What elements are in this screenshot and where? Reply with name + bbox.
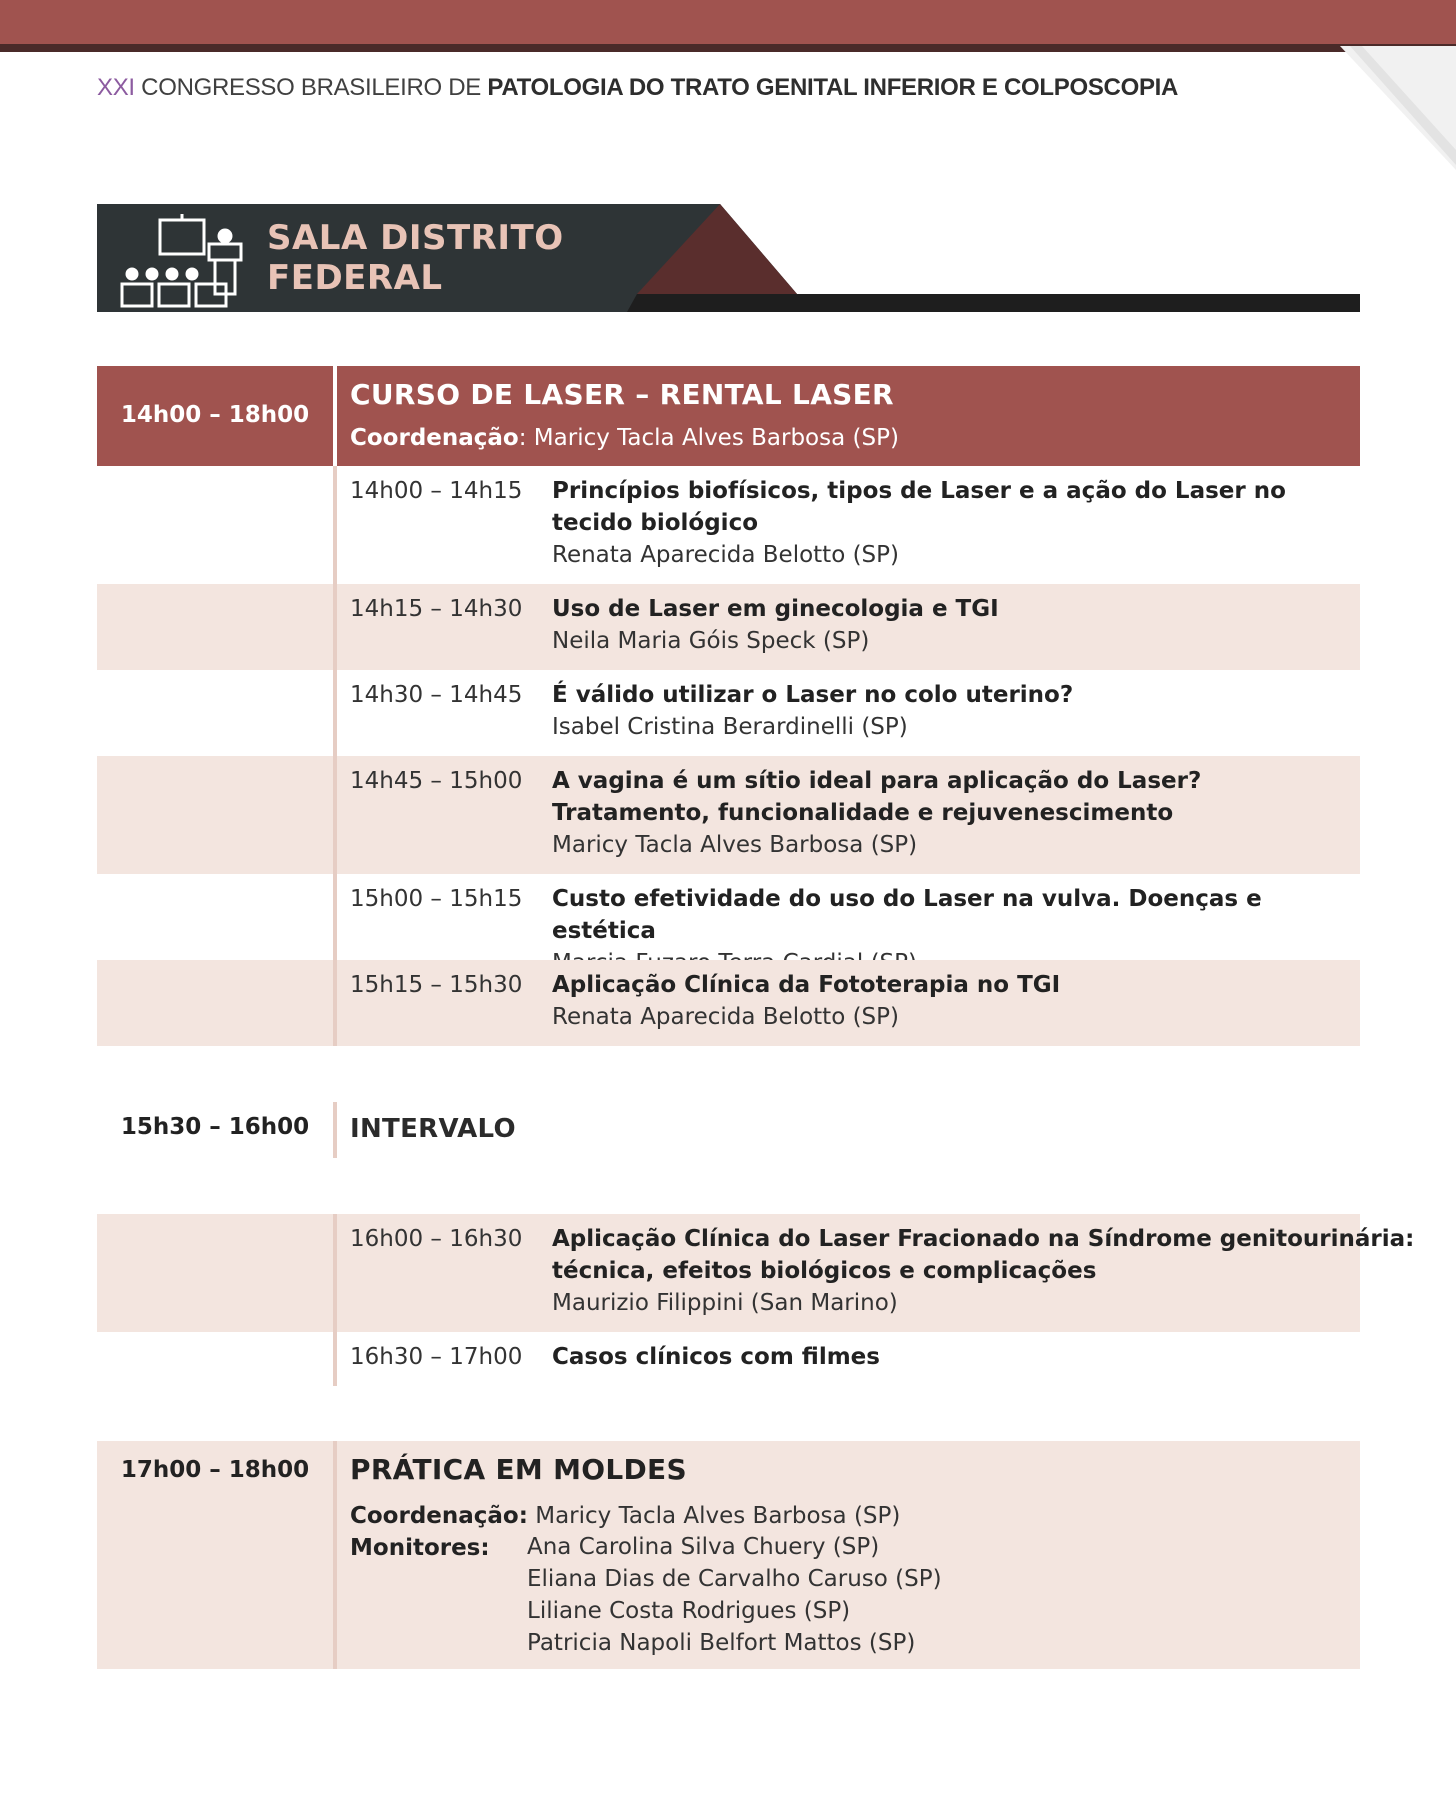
talk-time: 15h00 – 15h15 (350, 886, 523, 912)
talk-title: A vagina é um sítio ideal para aplicação do Laser? Tratamento, funcionalidade e rejuvenescimento (552, 768, 1202, 826)
talk-speaker: Renata Aparecida Belotto (SP) (552, 1004, 899, 1030)
column-divider (333, 874, 337, 960)
practice-coordination (350, 1503, 900, 1529)
monitors-label: Monitores: (350, 1535, 490, 1561)
practice-coord-name: Maricy Tacla Alves Barbosa (SP) (527, 1503, 901, 1529)
break-label: INTERVALO (350, 1114, 516, 1144)
column-divider (333, 1332, 337, 1386)
top-bar (0, 0, 1456, 46)
coord-name: : Maricy Tacla Alves Barbosa (SP) (518, 425, 899, 451)
practice-coord-label: Coordenação: (350, 1503, 528, 1529)
talk-content (552, 969, 1342, 1033)
course-coordination (350, 425, 899, 451)
talk-content (552, 593, 1342, 657)
monitors-list (527, 1531, 942, 1659)
talk-row (97, 756, 1360, 874)
talk-row (97, 670, 1360, 756)
talk-title: Aplicação Clínica da Fototerapia no TGI (552, 972, 1061, 998)
talk-row (97, 584, 1360, 670)
talk-row (97, 960, 1360, 1046)
top-bar-line (0, 44, 1456, 52)
monitor-name: Patricia Napoli Belfort Mattos (SP) (527, 1630, 916, 1656)
congress-prefix: CONGRESSO BRASILEIRO DE (134, 74, 488, 101)
talk-title: Casos clínicos com filmes (552, 1344, 880, 1370)
talk-row (97, 466, 1360, 584)
practice-title: PRÁTICA EM MOLDES (350, 1453, 687, 1486)
column-divider (333, 466, 337, 584)
monitor-name: Eliana Dias de Carvalho Caruso (SP) (527, 1566, 942, 1592)
talk-time: 14h00 – 14h15 (350, 478, 523, 504)
talk-speaker: Maurizio Filippini (San Marino) (552, 1290, 898, 1316)
talk-speaker: Renata Aparecida Belotto (SP) (552, 542, 899, 568)
talk-title: Princípios biofísicos, tipos de Laser e a ação do Laser no tecido biológico (552, 478, 1286, 536)
talk-content (552, 1223, 1452, 1319)
talk-title: Custo efetividade do uso do Laser na vulva. Doenças e estética (552, 886, 1262, 944)
congress-title: PATOLOGIA DO TRATO GENITAL INFERIOR E COLPOSCOPIA (487, 74, 1179, 101)
practice-time: 17h00 – 18h00 (120, 1457, 310, 1483)
column-divider (333, 960, 337, 1046)
talk-title: Aplicação Clínica do Laser Fracionado na Síndrome genitourinária: técnica, efeitos biológicos e complicações (552, 1226, 1415, 1284)
practice-row (97, 1441, 1360, 1669)
monitor-name: Liliane Costa Rodrigues (SP) (527, 1598, 851, 1624)
column-divider (333, 1102, 337, 1158)
break-time: 15h30 – 16h00 (120, 1114, 310, 1140)
column-divider (333, 366, 337, 466)
talk-row (97, 874, 1360, 960)
talk-time: 16h00 – 16h30 (350, 1226, 523, 1252)
course-header-row (97, 366, 1360, 466)
room-title (267, 218, 564, 298)
talk-content (552, 1341, 1342, 1373)
column-divider (333, 1214, 337, 1332)
congress-edition: XXI (97, 74, 135, 101)
room-title-line2: FEDERAL (267, 258, 443, 298)
column-divider (333, 584, 337, 670)
talk-content (552, 679, 1342, 743)
break-row (97, 1102, 1360, 1158)
congress-header (97, 74, 1178, 102)
monitor-name: Ana Carolina Silva Chuery (SP) (527, 1534, 880, 1560)
talk-time: 14h30 – 14h45 (350, 682, 523, 708)
talk-title: Uso de Laser em ginecologia e TGI (552, 596, 999, 622)
talk-content (552, 475, 1342, 571)
talk-row (97, 1332, 1360, 1386)
talk-speaker: Maricy Tacla Alves Barbosa (SP) (552, 832, 918, 858)
column-divider (333, 756, 337, 874)
column-divider (333, 670, 337, 756)
column-divider (333, 1441, 337, 1669)
talk-time: 15h15 – 15h30 (350, 972, 523, 998)
talk-time: 16h30 – 17h00 (350, 1344, 523, 1370)
talk-speaker: Neila Maria Góis Speck (SP) (552, 628, 870, 654)
coord-label: Coordenação (350, 425, 519, 451)
course-time: 14h00 – 18h00 (120, 402, 310, 428)
talk-speaker: Isabel Cristina Berardinelli (SP) (552, 714, 908, 740)
talk-time: 14h15 – 14h30 (350, 596, 523, 622)
talk-content (552, 765, 1342, 861)
talk-title: É válido utilizar o Laser no colo uterino? (552, 682, 1074, 708)
room-title-line1: SALA DISTRITO (267, 218, 564, 258)
course-title: CURSO DE LASER – RENTAL LASER (350, 378, 894, 411)
talk-time: 14h45 – 15h00 (350, 768, 523, 794)
talk-row (97, 1214, 1415, 1332)
